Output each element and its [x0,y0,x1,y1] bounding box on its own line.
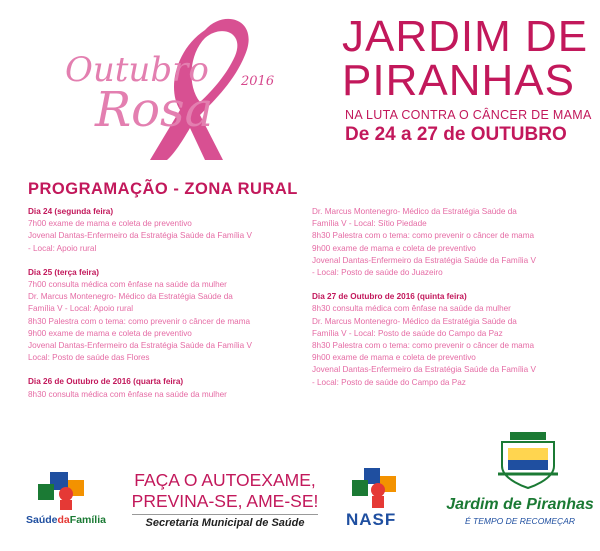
schedule-line: 7h00 consulta médica com ênfase na saúde da mulher [28,280,227,290]
schedule-line: 8h30 consulta médica com ênfase na saúde da mulher [28,389,227,399]
schedule-day-heading: Dia 26 de Outubro de 2016 (quarta feira) [28,377,184,387]
family-icon [22,470,112,512]
schedule-line: 8h30 Palestra com o tema: como prevenir o câncer de mama [312,231,535,241]
schedule-line: Família V - Local: Sítio Piedade [312,219,427,229]
schedule-line: - Local: Posto de saúde do Juazeiro [312,268,443,278]
logo-word-outubro: Outubro [65,50,209,90]
schedule-line: 8h30 consulta médica com ênfase na saúde da mulher [312,304,511,314]
programacao-heading: PROGRAMAÇÃO - ZONA RURAL [28,180,298,198]
schedule-gap [28,364,308,376]
schedule-line: 8h30 Palestra com o tema: como prevenir o câncer de mama [28,316,251,326]
schedule-line: 9h00 exame de mama e coleta de preventivo [28,328,192,338]
schedule-gap [28,255,308,267]
secretaria-label: Secretaria Municipal de Saúde [132,514,318,529]
schedule-line: 9h00 exame de mama e coleta de preventivo [312,243,476,253]
schedule-line: Jovenal Dantas-Enfermeiro da Estratégia Saúde da Família V [28,341,252,351]
slogan-line2: PREVINA-SE, AME-SE! [131,491,319,511]
saude-label-part3: Família [69,514,106,526]
schedule-line: Dr. Marcus Montenegro- Médico da Estratégia Saúde da [312,207,517,216]
nasf-family-icon [338,466,418,510]
schedule-gap [312,279,597,291]
schedule-right-column [312,206,597,389]
schedule-line: 9h00 exame de mama e coleta de preventivo [312,353,476,363]
logo-word-rosa: Rosa [95,82,214,138]
title-line1: JARDIM DE [342,12,589,61]
schedule-line: Dr. Marcus Montenegro- Médico da Estratégia Saúde da [28,292,233,302]
city-name: Jardim de Piranhas [446,496,594,513]
subtitle: NA LUTA CONTRA O CÂNCER DE MAMA [345,108,592,122]
schedule-line: Família V - Local: Apoio rural [28,304,134,314]
crest-icon [488,430,568,490]
saude-label-part1: Saúde [26,514,58,526]
outubro-rosa-logo [55,10,300,160]
schedule-day-heading: Dia 24 (segunda feira) [28,207,114,216]
schedule-line: Local: Posto de saúde das Flores [28,353,150,363]
event-dates: De 24 a 27 de OUTUBRO [345,124,567,145]
saude-da-familia-logo [22,470,112,530]
slogan-line1: FAÇA O AUTOEXAME, [134,470,316,490]
schedule-line: 7h00 exame de mama e coleta de preventivo [28,219,192,229]
city-motto: É TEMPO DE RECOMEÇAR [464,516,576,526]
schedule-line: Família V - Local: Posto de saúde do Campo da Paz [312,328,503,338]
saude-da-familia-label [26,514,106,526]
schedule-line: - Local: Apoio rural [28,243,97,253]
schedule-line: Jovenal Dantas-Enfermeiro da Estratégia Saúde da Família V [28,231,252,241]
logo-year: 2016 [241,74,275,89]
schedule-line: 8h30 Palestra com o tema: como prevenir o câncer de mama [312,341,535,351]
nasf-logo [338,466,418,532]
schedule-day-heading: Dia 27 de Outubro de 2016 (quinta feira) [312,292,467,302]
schedule-left-column [28,206,308,401]
saude-label-part2: da [57,514,70,526]
city-crest [488,430,568,490]
nasf-label: NASF [346,510,397,529]
schedule-day-heading: Dia 25 (terça feira) [28,267,99,277]
schedule-line: Dr. Marcus Montenegro- Médico da Estratégia Saúde da [312,316,517,326]
schedule-line: Jovenal Dantas-Enfermeiro da Estratégia Saúde da Família V [312,365,536,375]
title-line2: PIRANHAS [342,56,575,105]
schedule-line: Jovenal Dantas-Enfermeiro da Estratégia Saúde da Família V [312,255,536,265]
schedule-line: - Local: Posto de saúde do Campo da Paz [312,377,466,387]
